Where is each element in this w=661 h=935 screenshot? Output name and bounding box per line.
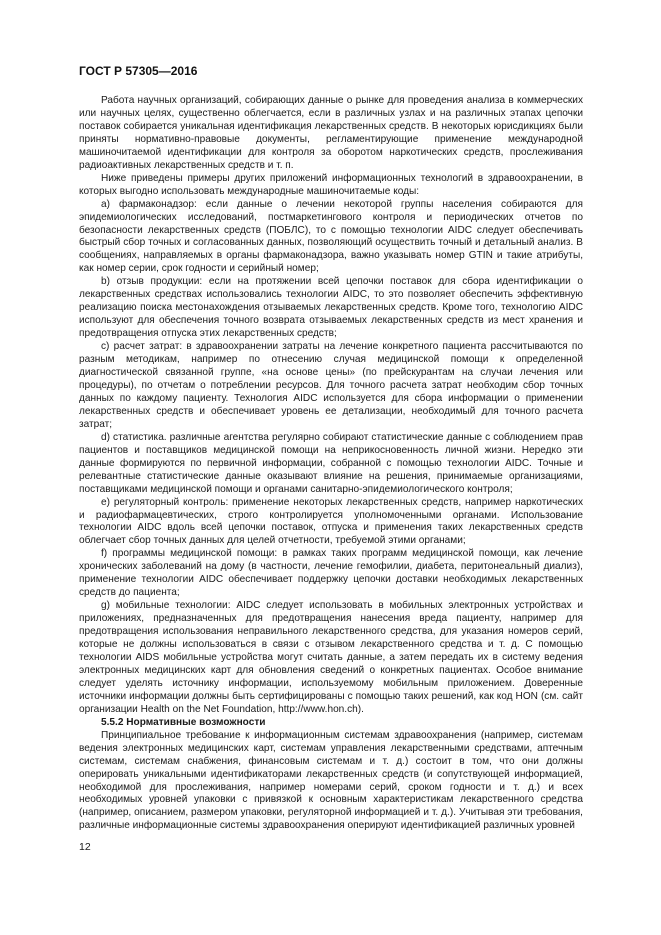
section-heading: 5.5.2 Нормативные возможности [101,716,266,728]
paragraph-intro: Работа научных организаций, собирающих данные о рынке для проведения анализа в коммерческих или научных целях, существенно облегчается, если в различных узлах и на различных этапах цепочки поставок собирается уникальная идентификация лекарственных средств. В некоторых юрисдикциях были приняты нормативно-правовые документы, регламентирующие применение международной машиночитаемой идентификации для контроля за оборотом наркотических средств, прослеживания радиоактивных лекарственных средств и т. п. [79,95,583,171]
list-item-regulatory-control: e) регуляторный контроль: применение некоторых лекарственных средств, например наркотических и радиофармацевтических, строго контролируется уполномоченными органами. Использование технологии AIDC вдоль всей цепочки поставок, отпуска и применения таких лекарственных средств облегчает сбор точных данных для целей отчетности, требуемой этими органами; [79,496,583,547]
list-item-care-programs: f) программы медицинской помощи: в рамках таких программ медицинской помощи, как лечение хронических заболеваний на дому (в частности, лечение гемофилии, диабета, перитонеальный диализ), применение технологии AIDC обеспечивает поддержку цепочки доставки необходимых лекарственных средств до пациента; [79,548,583,599]
section-paragraph: Принципиальное требование к информационным системам здравоохранения (например, системам ведения электронных медицинских карт, системам управления лекарственными средствами, аптечным системам, системам снабжения, финансовым системам и т. д.) состоит в том, что они должны оперировать уникальными идентификаторами лекарственных средств (и сопутствующей информацией, необходимой для прослеживания, например номерами серий, сроком годности и т. д.) и всех необходимых уровней упаковки с привязкой к основным характеристикам лекарственного средства (например, описанием, размером упаковки, регуляторной информацией и т. д.). Учитывая эти требования, различные информационные системы здравоохранения оперируют идентификацией различных уровней [79,729,583,832]
paragraph-examples-lead: Ниже приведены примеры других приложений информационных технологий в здравоохранении, в которых выгодно использовать международные машиночитаемые коды: [79,172,583,197]
page-number: 12 [79,841,91,853]
list-item-cost-calculation: c) расчет затрат: в здравоохранении затраты на лечение конкретного пациента рассчитываются по разным методикам, например по отнесению случая медицинской помощи к определенной диагностической связанной группе, «на основе цены» (по прейскурантам на случаи лечения или процедуры), по отчетам о потреблении ресурсов. Для точного расчета затрат необходим сбор точных данных по каждому пациенту. Технология AIDC используется для сбора информации о применении лекарственных средств и обеспечивает уровень ее детализации, необходимый для точного расчета затрат; [79,341,583,430]
document-body [79,95,583,833]
standard-header: ГОСТ Р 57305—2016 [79,64,198,78]
list-item-mobile-technologies: g) мобильные технологии: AIDC следует использовать в мобильных электронных устройствах и приложениях, предназначенных для предотвращения нанесения вреда пациенту, например для предотвращения использования неправильного лекарственного средства, для указания номеров серий, которые не должны использоваться в связи с отзывом лекарственного средства и т. д. С помощью технологии AIDS мобильные устройства могут считать данные, а затем передать их в систему ведения электронных медицинских карт для обновления сведений о конкретных пациентах. Особое внимание следует уделять источнику информации, используемому мобильным приложением. Доверенные источники информации должны быть сертифицированы с помощью таких решений, как код HON (см. сайт организации Health on the Net Foundation, http://www.hon.ch). [79,600,583,715]
list-item-pharmacovigilance: a) фармаконадзор: если данные о лечении некоторой группы населения собираются для эпидемиологических исследований, постмаркетингового контроля и периодических отчетов по безопасности лекарственных средств (ПОБЛС), то с помощью технологии AIDC следует обеспечивать быстрый сбор точных и согласованных данных, позволяющий осуществить точный и детальный анализ. В сообщениях, направляемых в органы фармаконадзора, важно указывать номер GTIN и такие атрибуты, как номер серии, срок годности и серийный номер; [79,198,583,275]
list-item-statistics: d) статистика. различные агентства регулярно собирают статистические данные с соблюдением прав пациентов и поставщиков медицинской помощи на неприкосновенность личной жизни. Нередко эти данные формируются по первичной информации, собранной с помощью технологии AIDC. Точные и релевантные статистические данные оказывают влияние на решения, принимаемые организациями, поставщиками медицинской помощи и органами санитарно-эпидемиологического контроля; [79,431,583,495]
list-item-product-recall: b) отзыв продукции: если на протяжении всей цепочки поставок для сбора идентификации о лекарственных средствах использовались технологии AIDC, то это позволяет обеспечить эффективную реализацию поиска местонахождения отзываемых лекарственных средств. Кроме того, технологию AIDC используют для обеспечения точного возврата отзываемых лекарственных средств из мест хранения и предотвращения отпуска этих лекарственных средств; [79,276,583,340]
